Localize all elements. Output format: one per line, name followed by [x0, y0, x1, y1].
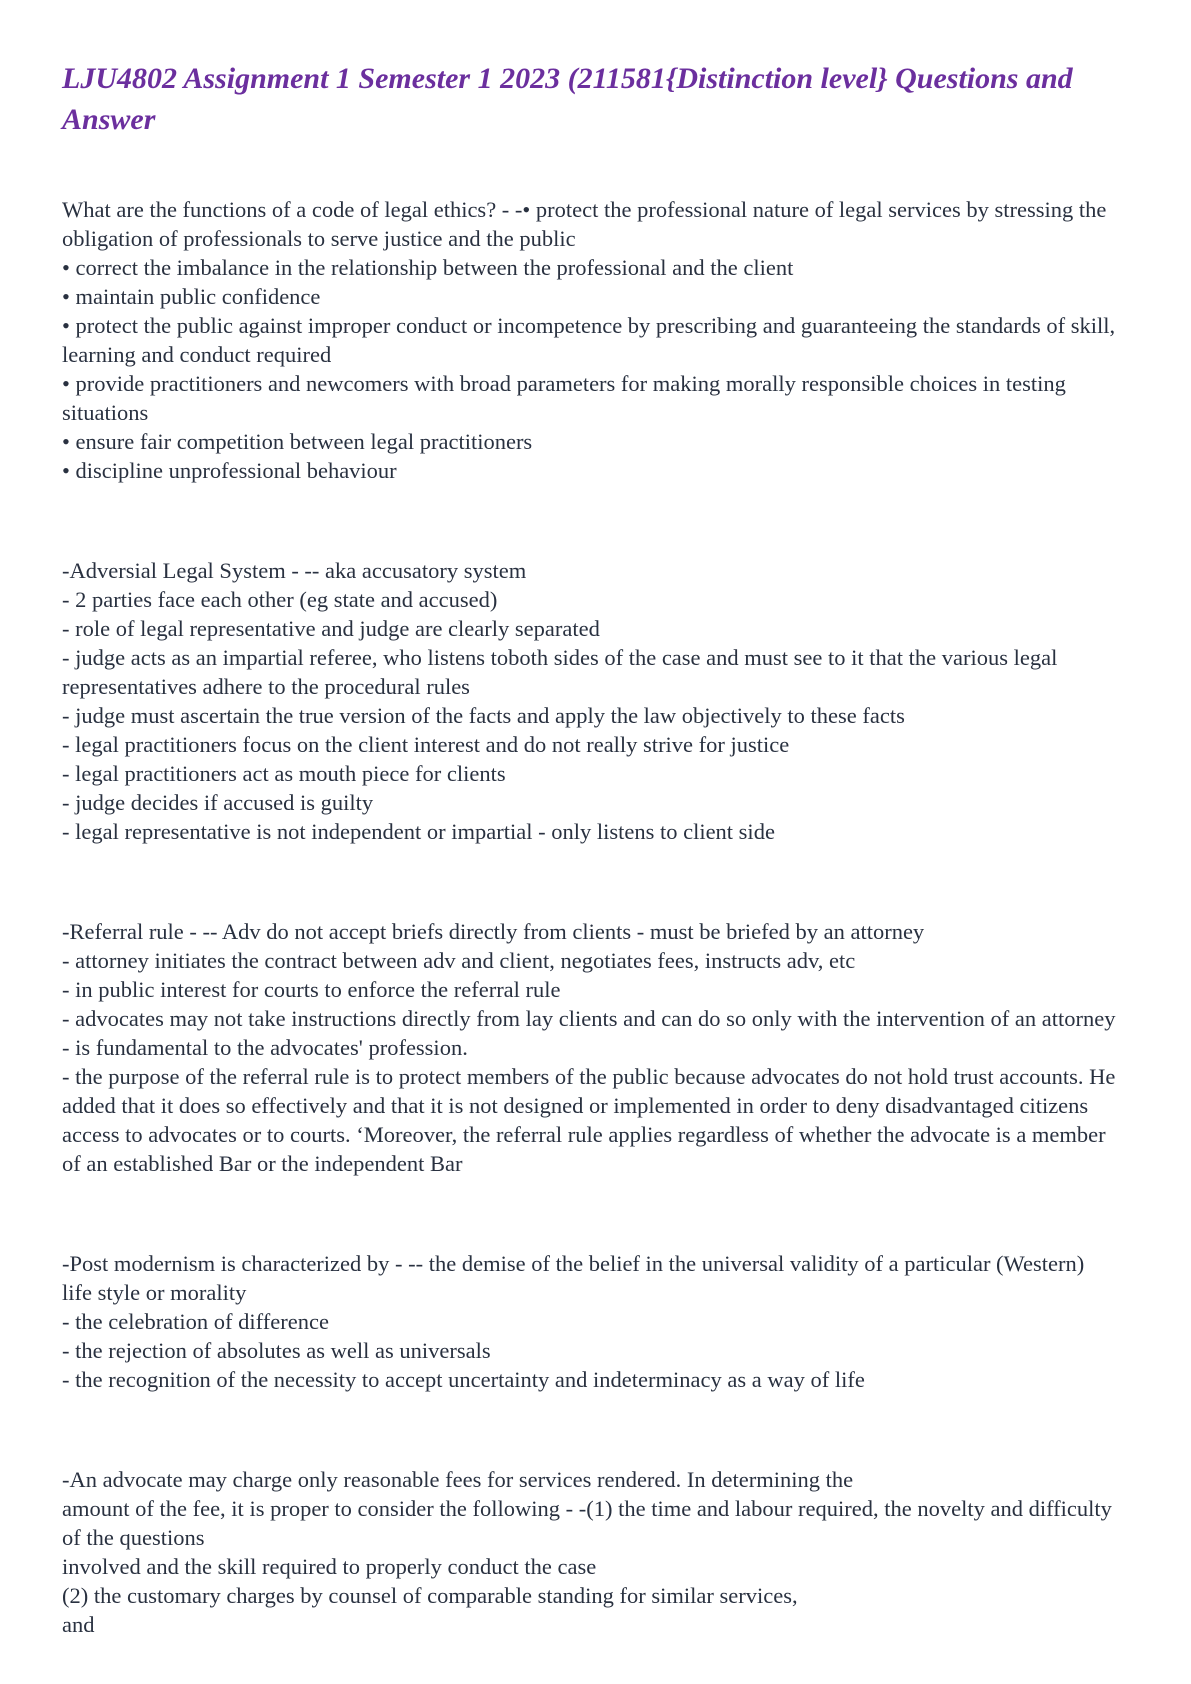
dash-item: - judge must ascertain the true version of the facts and apply the law objectively to these facts	[62, 703, 905, 728]
paragraph: involved and the skill required to properly conduct the case	[62, 1554, 597, 1579]
dash-item: - the recognition of the necessity to accept uncertainty and indeterminacy as a way of life	[62, 1367, 865, 1392]
dash-item: - judge acts as an impartial referee, who listens toboth sides of the case and must see to it that the various legal representatives adhere to the procedural rules	[62, 645, 1058, 699]
paragraph: -Referral rule - -- Adv do not accept briefs directly from clients - must be briefed by an attorney	[62, 919, 925, 944]
bullet-item: • protect the public against improper conduct or incompetence by prescribing and guaranteeing the standards of skill, learning and conduct required	[62, 313, 1116, 367]
dash-item: - role of legal representative and judge are clearly separated	[62, 616, 600, 641]
paragraph: amount of the fee, it is proper to consider the following - -(1) the time and labour required, the novelty and difficulty of the questions	[62, 1496, 1112, 1550]
dash-item: - attorney initiates the contract between adv and client, negotiates fees, instructs adv, etc	[62, 948, 856, 973]
paragraph: -An advocate may charge only reasonable fees for services rendered. In determining the	[62, 1467, 854, 1492]
paragraph: What are the functions of a code of legal ethics? - -• protect the professional nature of legal services by stressing the obligation of professionals to serve justice and the public	[62, 197, 1107, 251]
dash-item: - the purpose of the referral rule is to protect members of the public because advocates do not hold trust accounts. He added that it does so effectively and that it is not designed or implemented in order to deny disadvantaged citizens access to advocates or to courts. ‘Moreover, the referral rule applies regardless of whether the advocate is a member of an established Bar or the independent Bar	[62, 1064, 1116, 1176]
section-post-modernism	[62, 1249, 1117, 1394]
dash-item: - in public interest for courts to enforce the referral rule	[62, 977, 561, 1002]
dash-item: - the rejection of absolutes as well as universals	[62, 1338, 491, 1363]
paragraph: (2) the customary charges by counsel of comparable standing for similar services,	[62, 1583, 798, 1608]
section-adversial-legal-system	[62, 556, 1117, 846]
bullet-item: • discipline unprofessional behaviour	[62, 458, 397, 483]
section-referral-rule	[62, 917, 1117, 1178]
paragraph: -Adversial Legal System - -- aka accusatory system	[62, 558, 527, 583]
bullet-item: • correct the imbalance in the relationship between the professional and the client	[62, 255, 794, 280]
dash-item: - the celebration of difference	[62, 1309, 329, 1334]
document-title: LJU4802 Assignment 1 Semester 1 2023 (211581{Distinction level} Questions and Answer	[62, 62, 1073, 136]
bullet-item: • ensure fair competition between legal practitioners	[62, 429, 533, 454]
dash-item: - advocates may not take instructions directly from lay clients and can do so only with the intervention of an attorney - is fundamental to the advocates' profession.	[62, 1006, 1116, 1060]
bullet-item: • provide practitioners and newcomers with broad parameters for making morally responsible choices in testing situations	[62, 371, 1066, 425]
document-body	[62, 195, 1117, 1639]
dash-item: - 2 parties face each other (eg state and accused)	[62, 587, 498, 612]
bullet-item: • maintain public confidence	[62, 284, 321, 309]
dash-item: - legal practitioners act as mouth piece for clients	[62, 761, 506, 786]
section-advocate-fees	[62, 1465, 1117, 1639]
paragraph: and	[62, 1612, 95, 1637]
paragraph: -Post modernism is characterized by - -- the demise of the belief in the universal validity of a particular (Western) life style or morality	[62, 1251, 1085, 1305]
dash-item: - judge decides if accused is guilty	[62, 790, 374, 815]
dash-item: - legal representative is not independent or impartial - only listens to client side	[62, 819, 775, 844]
dash-item: - legal practitioners focus on the client interest and do not really strive for justice	[62, 732, 790, 757]
section-legal-ethics-functions	[62, 195, 1117, 485]
